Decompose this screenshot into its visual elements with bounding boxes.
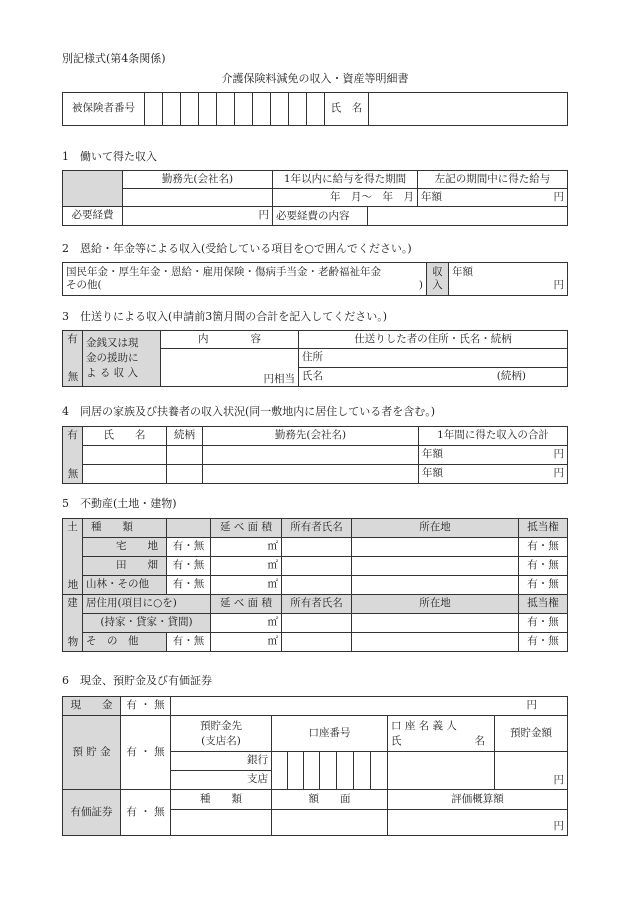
- salary-field[interactable]: [418, 189, 568, 207]
- holder-field[interactable]: [388, 752, 495, 790]
- holder-header-line: 口 座 名 義 人: [391, 719, 457, 732]
- section-2-heading: 2 恩給・年金等による収入(受給している項目を○で囲んでください。): [62, 242, 412, 255]
- mortgage-header: 抵当権: [519, 519, 568, 538]
- work-income-table: [62, 170, 568, 226]
- owner-header: 所有者氏名: [282, 595, 352, 614]
- branch-field[interactable]: [171, 771, 272, 790]
- area-field[interactable]: [211, 614, 282, 633]
- yes-no-marker[interactable]: [63, 427, 83, 484]
- content-header: 内 容: [161, 331, 299, 349]
- kind-header: 種 類: [171, 790, 272, 810]
- year-amount-label: 年額: [421, 190, 442, 203]
- account-digit[interactable]: [272, 752, 288, 790]
- yen-unit: 円: [553, 190, 564, 203]
- sqm-unit: ㎡: [267, 559, 278, 572]
- account-number-header: 口座番号: [272, 716, 388, 752]
- family-employer-field[interactable]: [203, 465, 419, 484]
- mortgage-header: 抵当権: [519, 595, 568, 614]
- family-income-field[interactable]: [419, 446, 568, 465]
- insured-header-table: [62, 92, 568, 126]
- kind-header: 種 類: [83, 519, 167, 538]
- land-mark-top: 土: [67, 521, 78, 533]
- form-id: 別記様式(第4条関係): [62, 52, 166, 65]
- family-income-field[interactable]: [419, 465, 568, 484]
- area-header: 延 べ 面 積: [211, 595, 282, 614]
- deposit-amount-field[interactable]: [495, 752, 568, 790]
- cash-amount-field[interactable]: [171, 697, 568, 716]
- land-kind-label: 田 畑: [83, 557, 167, 576]
- valuation-field[interactable]: [388, 810, 568, 836]
- relation-label: (続柄): [496, 370, 526, 383]
- other-building-label: そ の 他: [83, 633, 167, 652]
- pension-list: 国民年金・厚生年金・恩給・雇用保険・傷病手当金・老齢福祉年金: [66, 265, 381, 278]
- pension-table: [62, 262, 568, 296]
- land-marker: [63, 519, 83, 595]
- area-field[interactable]: [211, 633, 282, 652]
- holder-header: [388, 716, 495, 752]
- salary-header: 左記の期間中に得た給与: [418, 171, 568, 189]
- name-label: 氏名: [302, 370, 323, 383]
- mortgage-choice[interactable]: 有・無: [519, 538, 568, 557]
- residential-label: 居住用(項目に○を): [83, 595, 211, 614]
- yen-unit: 円: [553, 819, 564, 832]
- land-kind-label: 宅 地: [83, 538, 167, 557]
- yen-unit: 円: [553, 448, 564, 461]
- sqm-unit: ㎡: [267, 578, 278, 591]
- name-header: 氏 名: [83, 427, 167, 446]
- mortgage-choice[interactable]: 有・無: [519, 614, 568, 633]
- land-mark-bottom: 地: [67, 578, 79, 591]
- sender-name-field[interactable]: [299, 368, 568, 387]
- allowance-desc-line: 金銭又は現: [86, 336, 139, 349]
- valuation-header: 評価概算額: [388, 790, 568, 810]
- expense-detail-row: [273, 207, 568, 226]
- insured-no-cell[interactable]: [181, 93, 199, 126]
- account-digit[interactable]: [320, 752, 337, 790]
- content-field[interactable]: [161, 349, 299, 387]
- family-employer-field[interactable]: [203, 446, 419, 465]
- family-name-field[interactable]: [83, 446, 167, 465]
- yes-no-choice[interactable]: 有・無: [167, 633, 211, 652]
- yes-no-choice[interactable]: 有・無: [167, 538, 211, 557]
- area-field[interactable]: [211, 557, 282, 576]
- insured-no-cell[interactable]: [199, 93, 217, 126]
- yen-unit: 円: [553, 279, 564, 291]
- name-label: 氏 名: [325, 93, 369, 126]
- owner-field[interactable]: [282, 633, 352, 652]
- required-expense-field[interactable]: [123, 207, 273, 226]
- insured-no-cell[interactable]: [163, 93, 181, 126]
- yen-unit: 円: [553, 773, 564, 786]
- insured-no-cell[interactable]: [145, 93, 163, 126]
- account-digit[interactable]: [354, 752, 371, 790]
- period-field[interactable]: 年 月～ 年 月: [273, 189, 418, 207]
- family-relation-field[interactable]: [167, 446, 203, 465]
- insured-no-label: 被保険者番号: [63, 93, 145, 126]
- employer-header: 勤務先(会社名): [203, 427, 419, 446]
- face-value-field[interactable]: [272, 810, 388, 836]
- no-mark: 無: [67, 370, 79, 383]
- bank-header: [171, 716, 272, 752]
- account-digit[interactable]: [304, 752, 320, 790]
- section-6-heading: 6 現金、預貯金及び有価証券: [62, 674, 212, 687]
- employer-field[interactable]: [123, 189, 273, 207]
- allowance-desc-line: よ る 収 入: [86, 367, 139, 380]
- required-expense-label: 必要経費: [63, 207, 123, 226]
- pension-other-close: ): [418, 279, 423, 291]
- insured-no-cell[interactable]: [235, 93, 253, 126]
- section-5-heading: 5 不動産(土地・建物): [62, 497, 177, 510]
- income-label-top: 収: [432, 265, 443, 278]
- income-header: 1年間に得た収入の合計: [419, 427, 568, 446]
- building-mark-top: 建: [67, 597, 78, 609]
- location-header: 所在地: [352, 595, 519, 614]
- family-name-field[interactable]: [83, 465, 167, 484]
- building-marker: [63, 595, 83, 652]
- insured-no-cell[interactable]: [253, 93, 271, 126]
- shaded-cell: [167, 519, 211, 538]
- location-field[interactable]: [352, 633, 519, 652]
- year-amount-label: 年額: [422, 448, 443, 461]
- sqm-unit: ㎡: [267, 635, 278, 648]
- branch-suffix: 支店: [247, 773, 268, 786]
- income-label-bottom: 入: [432, 279, 443, 291]
- yen-unit: 円: [258, 209, 269, 222]
- yes-no-choice[interactable]: 有・無: [167, 557, 211, 576]
- employer-header: 勤務先(会社名): [123, 171, 273, 189]
- yes-mark: 有: [67, 333, 78, 345]
- relation-header: 続柄: [167, 427, 203, 446]
- year-amount-label: 年額: [452, 265, 473, 278]
- deposit-amount-header: 預貯金額: [495, 716, 568, 752]
- land-kind-label: 山林・その他: [83, 576, 167, 595]
- shaded-cell: [63, 171, 123, 207]
- sqm-unit: ㎡: [267, 540, 278, 553]
- insured-no-cell[interactable]: [217, 93, 235, 126]
- location-field[interactable]: [352, 576, 519, 595]
- area-field[interactable]: [211, 538, 282, 557]
- location-field[interactable]: [352, 614, 519, 633]
- yes-mark: 有: [67, 429, 78, 441]
- holder-header-family: 名: [474, 734, 485, 747]
- account-digit[interactable]: [337, 752, 354, 790]
- insured-no-cell[interactable]: [289, 93, 307, 126]
- deposit-yes-no[interactable]: 有 ・ 無: [121, 716, 171, 790]
- face-value-header: 額 面: [272, 790, 388, 810]
- owner-field[interactable]: [282, 538, 352, 557]
- allowance-table: [62, 330, 568, 387]
- allowance-desc: [83, 331, 161, 387]
- cash-label: 現 金: [63, 697, 121, 716]
- holder-header-given: 氏: [391, 734, 402, 747]
- owner-header: 所有者氏名: [282, 519, 352, 538]
- yen-equiv-label: 円相当: [263, 372, 295, 385]
- account-digit[interactable]: [371, 752, 388, 790]
- location-field[interactable]: [352, 538, 519, 557]
- owner-field[interactable]: [282, 614, 352, 633]
- bank-header-line: 預貯金先: [200, 719, 242, 732]
- sender-header: 仕送りした者の住所・氏名・続柄: [299, 331, 568, 349]
- pension-items[interactable]: [63, 263, 427, 296]
- real-estate-table: [62, 518, 568, 652]
- mortgage-choice[interactable]: 有・無: [519, 576, 568, 595]
- securities-yes-no[interactable]: 有 ・ 無: [121, 790, 171, 836]
- no-mark: 無: [67, 467, 79, 480]
- owner-field[interactable]: [282, 576, 352, 595]
- pension-amount-field[interactable]: [449, 263, 568, 296]
- page-title: 介護保険料減免の収入・資産等明細書: [221, 72, 409, 85]
- expense-detail-label: 必要経費の内容: [273, 207, 368, 225]
- location-field[interactable]: [352, 557, 519, 576]
- assets-table: [62, 696, 568, 836]
- sender-address-field[interactable]: 住所: [299, 349, 568, 368]
- section-1-heading: 1 働いて得た収入: [62, 150, 157, 163]
- building-mark-bottom: 物: [67, 635, 79, 648]
- yen-unit: 円: [526, 699, 537, 712]
- deposit-label: 預 貯 金: [63, 716, 121, 790]
- location-header: 所在地: [352, 519, 519, 538]
- bank-field[interactable]: [171, 752, 272, 771]
- sqm-unit: ㎡: [267, 616, 278, 629]
- yes-no-marker[interactable]: [63, 331, 83, 387]
- securities-label: 有価証券: [63, 790, 121, 836]
- mortgage-choice[interactable]: 有・無: [519, 633, 568, 652]
- owner-field[interactable]: [282, 557, 352, 576]
- cash-yes-no[interactable]: 有 ・ 無: [121, 697, 171, 716]
- insured-no-cell[interactable]: [271, 93, 289, 126]
- section-4-heading: 4 同居の家族及び扶養者の収入状況(同一敷地内に居住している者を含む。): [62, 405, 436, 418]
- year-amount-label: 年額: [422, 467, 443, 480]
- securities-kind-field[interactable]: [171, 810, 272, 836]
- area-header: 延 べ 面 積: [211, 519, 282, 538]
- section-3-heading: 3 仕送りによる収入(申請前3箇月間の合計を記入してください。): [62, 310, 388, 323]
- family-income-table: [62, 426, 568, 484]
- residential-type-choice[interactable]: (持家・貸家・貸間): [83, 614, 211, 633]
- period-header: 1年以内に給与を得た期間: [273, 171, 418, 189]
- bank-header-line: (支店名): [201, 734, 241, 747]
- mortgage-choice[interactable]: 有・無: [519, 557, 568, 576]
- allowance-desc-line: 金の援助に: [86, 351, 139, 364]
- yen-unit: 円: [553, 467, 564, 480]
- name-field[interactable]: [369, 93, 568, 126]
- income-label: [427, 263, 449, 296]
- area-field[interactable]: [211, 576, 282, 595]
- insured-no-cell[interactable]: [307, 93, 325, 126]
- account-digit[interactable]: [288, 752, 304, 790]
- family-relation-field[interactable]: [167, 465, 203, 484]
- yes-no-choice[interactable]: 有・無: [167, 576, 211, 595]
- bank-suffix: 銀行: [247, 754, 268, 767]
- pension-other: その他(: [66, 279, 102, 291]
